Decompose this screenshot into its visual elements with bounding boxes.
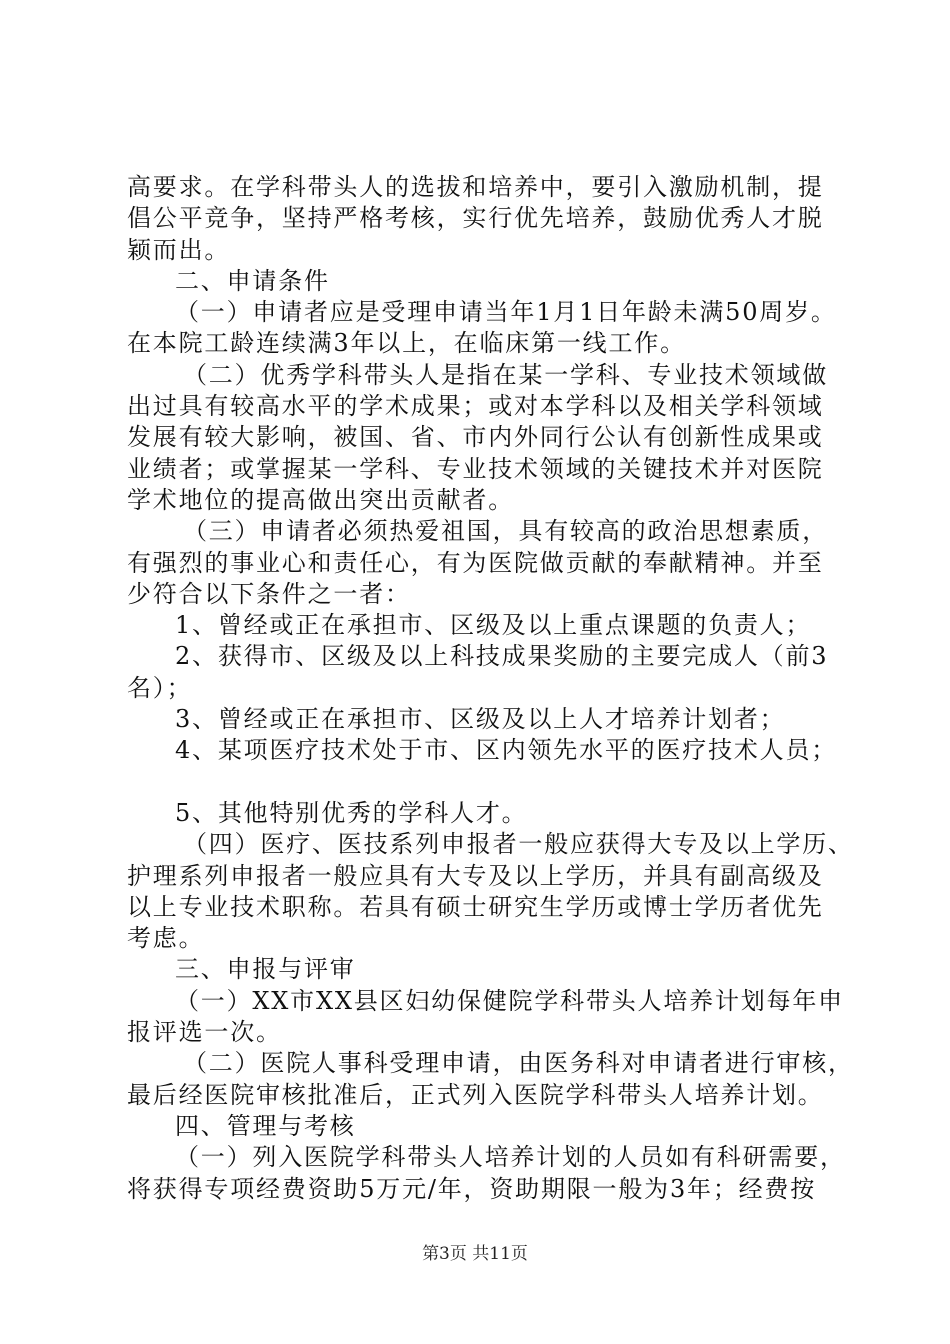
paragraph-line: 在本院工龄连续满3年以上，在临床第一线工作。 xyxy=(127,329,686,358)
section-heading: 三、申报与评审 xyxy=(175,955,356,984)
paragraph-line: 颖而出。 xyxy=(127,235,231,264)
paragraph-line: 倡公平竞争，坚持严格考核，实行优先培养，鼓励优秀人才脱 xyxy=(127,204,824,233)
paragraph-line: （四）医疗、医技系列申报者一般应获得大专及以上学历、 xyxy=(183,830,854,859)
page-number: 第3页 共11页 xyxy=(422,1244,528,1264)
section-heading: 四、管理与考核 xyxy=(175,1111,356,1140)
paragraph-line: 少符合以下条件之一者： xyxy=(127,579,411,608)
paragraph-line: 考虑。 xyxy=(127,924,205,953)
paragraph-line: （一）XX市XX县区妇幼保健院学科带头人培养计划每年申 xyxy=(175,986,844,1015)
paragraph-line: 将获得专项经费资助5万元/年，资助期限一般为3年；经费按 xyxy=(127,1174,817,1203)
list-item-continuation: 名）； xyxy=(127,673,193,702)
paragraph-line: （二）优秀学科带头人是指在某一学科、专业技术领域做 xyxy=(183,360,828,389)
paragraph-line: 最后经医院审核批准后，正式列入医院学科带头人培养计划。 xyxy=(127,1080,824,1109)
paragraph-line: （一）申请者应是受理申请当年1月1日年龄未满50周岁。 xyxy=(175,298,837,327)
list-item: 5、其他特别优秀的学科人才。 xyxy=(175,798,528,827)
paragraph-line: 高要求。在学科带头人的选拔和培养中，要引入激励机制，提 xyxy=(127,173,824,201)
paragraph-line: 业绩者；或掌握某一学科、专业技术领域的关键技术并对医院 xyxy=(127,454,824,483)
paragraph-line: 有强烈的事业心和责任心，有为医院做贡献的奉献精神。并至 xyxy=(127,548,824,577)
list-item: 2、获得市、区级及以上科技成果奖励的主要完成人（前3 xyxy=(175,642,829,671)
section-heading: 二、申请条件 xyxy=(175,266,330,295)
paragraph-line: （二）医院人事科受理申请，由医务科对申请者进行审核， xyxy=(183,1049,854,1078)
paragraph-line: （三）申请者必须热爱祖国，具有较高的政治思想素质， xyxy=(183,517,828,546)
list-item: 1、曾经或正在承担市、区级及以上重点课题的负责人； xyxy=(175,611,812,640)
body-text xyxy=(127,172,854,1205)
blank-line xyxy=(127,767,847,798)
list-item: 4、某项医疗技术处于市、区内领先水平的医疗技术人员； xyxy=(175,736,838,765)
paragraph-line: （一）列入医院学科带头人培养计划的人员如有科研需要， xyxy=(175,1143,846,1172)
paragraph-line: 学术地位的提高做出突出贡献者。 xyxy=(127,485,514,514)
paragraph-line: 以上专业技术职称。若具有硕士研究生学历或博士学历者优先 xyxy=(127,892,824,921)
paragraph-line: 发展有较大影响，被国、省、市内外同行公认有创新性成果或 xyxy=(127,423,824,452)
paragraph-line: 护理系列申报者一般应具有大专及以上学历，并具有副高级及 xyxy=(127,861,824,890)
list-item: 3、曾经或正在承担市、区级及以上人才培养计划者； xyxy=(175,705,786,734)
paragraph-line: 报评选一次。 xyxy=(127,1018,282,1047)
paragraph-line: 出过具有较高水平的学术成果；或对本学科以及相关学科领域 xyxy=(127,392,824,421)
